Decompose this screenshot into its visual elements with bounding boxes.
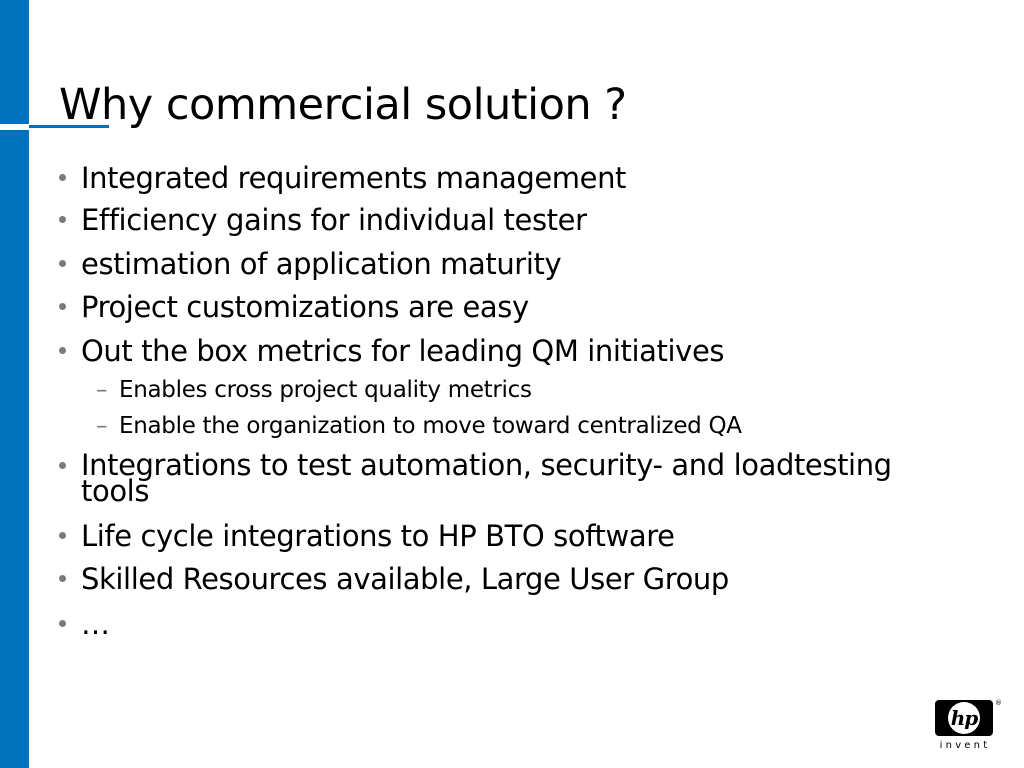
bullet-dot-icon xyxy=(59,216,66,223)
bullet-text: Out the box metrics for leading QM initiatives xyxy=(81,334,725,368)
sub-bullet-dash-icon: – xyxy=(96,413,108,439)
hp-logo-tagline: invent xyxy=(939,740,991,751)
slide-title: Why commercial solution ? xyxy=(59,80,627,130)
bullet-text: Skilled Resources available, Large User Group xyxy=(81,562,729,596)
bullet-dot-icon xyxy=(59,260,66,267)
bullet-text: Life cycle integrations to HP BTO software xyxy=(81,519,675,553)
bullet-dot-icon xyxy=(59,462,66,469)
bullet-dot-icon xyxy=(59,303,66,310)
bullet-dot-icon xyxy=(59,347,66,354)
hp-invent-logo xyxy=(935,699,1002,752)
bullet-text: Efficiency gains for individual tester xyxy=(81,203,587,237)
bullet-dot-icon xyxy=(59,575,66,582)
bullet-dot-icon xyxy=(59,532,66,539)
sub-bullet-text: Enable the organization to move toward centralized QA xyxy=(119,413,742,439)
bullet-text: Project customizations are easy xyxy=(81,290,529,324)
sub-bullet-text: Enables cross project quality metrics xyxy=(119,377,532,403)
sub-bullet-dash-icon: – xyxy=(96,377,108,403)
bullet-text: estimation of application maturity xyxy=(81,247,562,281)
bullet-dot-icon xyxy=(59,174,66,181)
bullet-text: Integrated requirements management xyxy=(81,161,627,195)
bullet-text: Integrations to test automation, security- and loadtesting tools xyxy=(81,448,892,508)
bullet-dot-icon xyxy=(59,620,66,627)
bullet-text: … xyxy=(81,607,110,641)
registered-mark: ® xyxy=(995,699,1002,707)
hp-logo-mark: hp xyxy=(950,706,978,730)
